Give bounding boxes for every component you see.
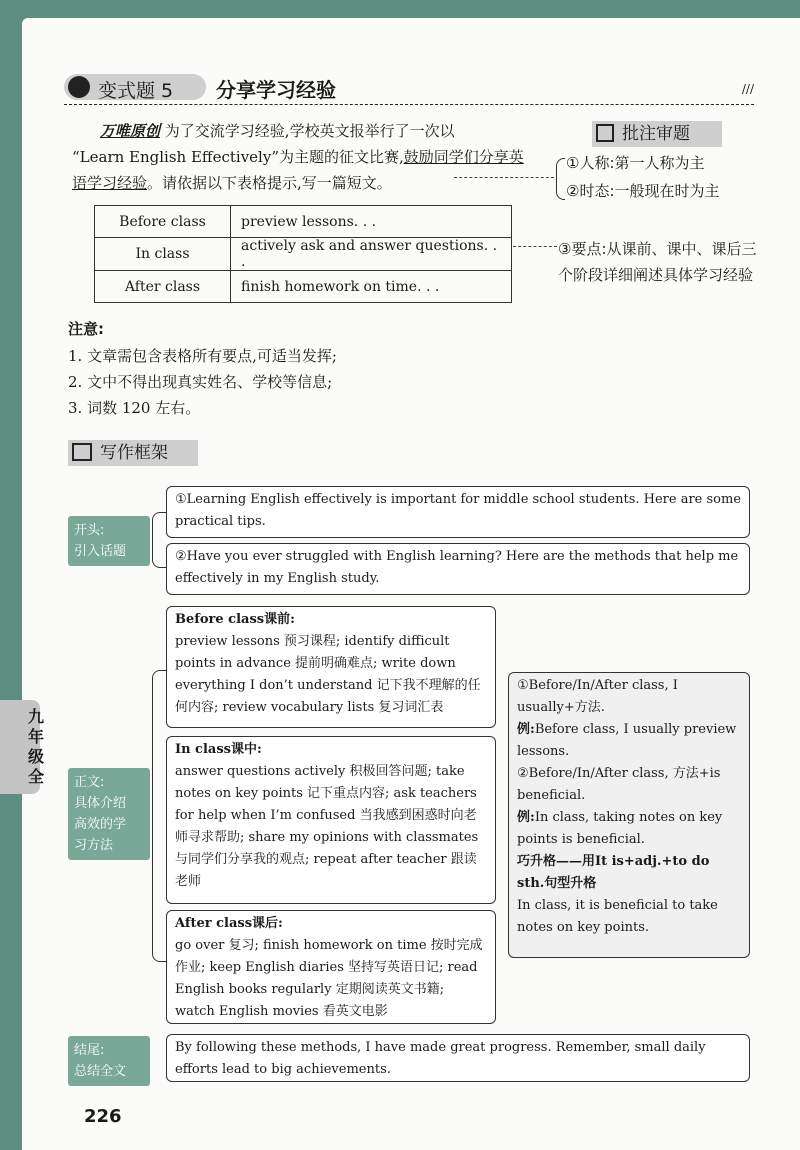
intro-option-2: ②Have you ever struggled with English learning? Here are the methods that help me effectively in my English study. xyxy=(166,543,750,595)
page-number: 226 xyxy=(84,1106,122,1127)
body-brace xyxy=(152,670,167,962)
upgrade-title: 巧升格——用It is+adj.+to do sth.句型升格 xyxy=(517,854,710,891)
in-class-text: answer questions actively 积极回答问题; take notes on key points 记下重点内容; ask teachers for help when I’m confused 当我感到困惑时向老师寻求帮助; share my opinions with classmates 与同学们分享我的观点; repeat after teacher 跟读老师 xyxy=(175,764,479,889)
body-label: 正文: 具体介绍 高效的学 习方法 xyxy=(68,768,150,860)
cube-icon xyxy=(68,76,90,98)
note-item: 1. 文章需包含表格所有要点,可适当发挥; xyxy=(68,347,337,365)
prompt-line-3: 语学习经验。请依据以下表格提示,写一篇短文。 xyxy=(72,174,392,192)
table-cell: finish homework on time. . . xyxy=(231,271,512,303)
hint-tense: ②时态:一般现在时为主 xyxy=(566,182,720,200)
before-class-text: preview lessons 预习课程; identify difficult points in advance 提前明确难点; write down everything I don’t understand 记下我不理解的任何内容; review vocabulary lists 复习词汇表 xyxy=(175,634,481,715)
after-class-box xyxy=(166,910,496,1024)
note-item: 2. 文中不得出现真实姓名、学校等信息; xyxy=(68,373,333,391)
exercise-tag-label: 变式题 5 xyxy=(98,80,174,102)
before-class-box xyxy=(166,606,496,728)
prompt-line-2: “Learn English Effectively”为主题的征文比赛,鼓励同学们分享英 xyxy=(72,148,524,166)
table-row xyxy=(95,271,512,303)
exercise-title-bar xyxy=(64,70,754,105)
hint-person: ①人称:第一人称为主 xyxy=(566,154,705,172)
hint-connector xyxy=(454,177,554,178)
sentence-pattern-box xyxy=(508,672,750,958)
in-class-title: In class课中: xyxy=(175,742,262,757)
table-cell: Before class xyxy=(95,206,231,238)
intro-label: 开头: 引入话题 xyxy=(68,516,150,566)
table-cell: After class xyxy=(95,271,231,303)
hint-points: ③要点:从课前、课中、课后三个阶段详细阐述具体学习经验 xyxy=(558,240,757,284)
prompt-table xyxy=(94,205,512,303)
checkbox-pen-icon xyxy=(596,124,614,142)
hint-heading-box xyxy=(592,121,722,147)
pattern-1: ①Before/In/After class, I usually+方法. xyxy=(517,678,678,715)
example-2-line: 例:In class, taking notes on key points is beneficial. xyxy=(517,810,723,847)
hint-brace xyxy=(556,158,565,200)
upgrade-text: In class, it is beneficial to take notes on key points. xyxy=(517,898,718,935)
table-row xyxy=(95,238,512,271)
grade-side-tab-label: 九年级全 xyxy=(28,707,45,786)
prompt-line-1: 万唯原创 为了交流学习经验,学校英文报举行了一次以 xyxy=(100,122,455,140)
diagram-icon xyxy=(72,443,92,461)
pattern-2: ②Before/In/After class, 方法+is beneficial. xyxy=(517,766,721,803)
framework-heading-box xyxy=(68,440,198,466)
ending-label: 结尾: 总结全文 xyxy=(68,1036,150,1086)
intro-option-1: ①Learning English effectively is important for middle school students. Here are some practical tips. xyxy=(166,486,750,538)
exercise-tag xyxy=(64,74,206,100)
ending-box: By following these methods, I have made great progress. Remember, small daily efforts lead to big achievements. xyxy=(166,1034,750,1082)
example-1-line: 例:Before class, I usually preview lessons. xyxy=(517,722,737,759)
decorative-marks: /// xyxy=(741,82,754,96)
before-class-title: Before class课前: xyxy=(175,612,295,627)
table-cell: preview lessons. . . xyxy=(231,206,512,238)
note-item: 3. 词数 120 左右。 xyxy=(68,399,201,417)
table-hint-connector xyxy=(513,246,557,247)
notes-title: 注意: xyxy=(68,320,104,338)
framework-heading: 写作框架 xyxy=(100,443,168,463)
after-class-text: go over 复习; finish homework on time 按时完成作业; keep English diaries 坚持写英语日记; read English books regularly 定期阅读英文书籍; watch English movies 看英文电影 xyxy=(175,938,483,1019)
brand-mark: 万唯原创 xyxy=(100,122,161,140)
table-cell: actively ask and answer questions. . . xyxy=(231,238,512,271)
intro-brace xyxy=(152,512,167,568)
table-cell: In class xyxy=(95,238,231,271)
table-row xyxy=(95,206,512,238)
in-class-box xyxy=(166,736,496,904)
exercise-title: 分享学习经验 xyxy=(216,78,336,102)
after-class-title: After class课后: xyxy=(175,916,283,931)
hint-heading: 批注审题 xyxy=(622,124,690,144)
